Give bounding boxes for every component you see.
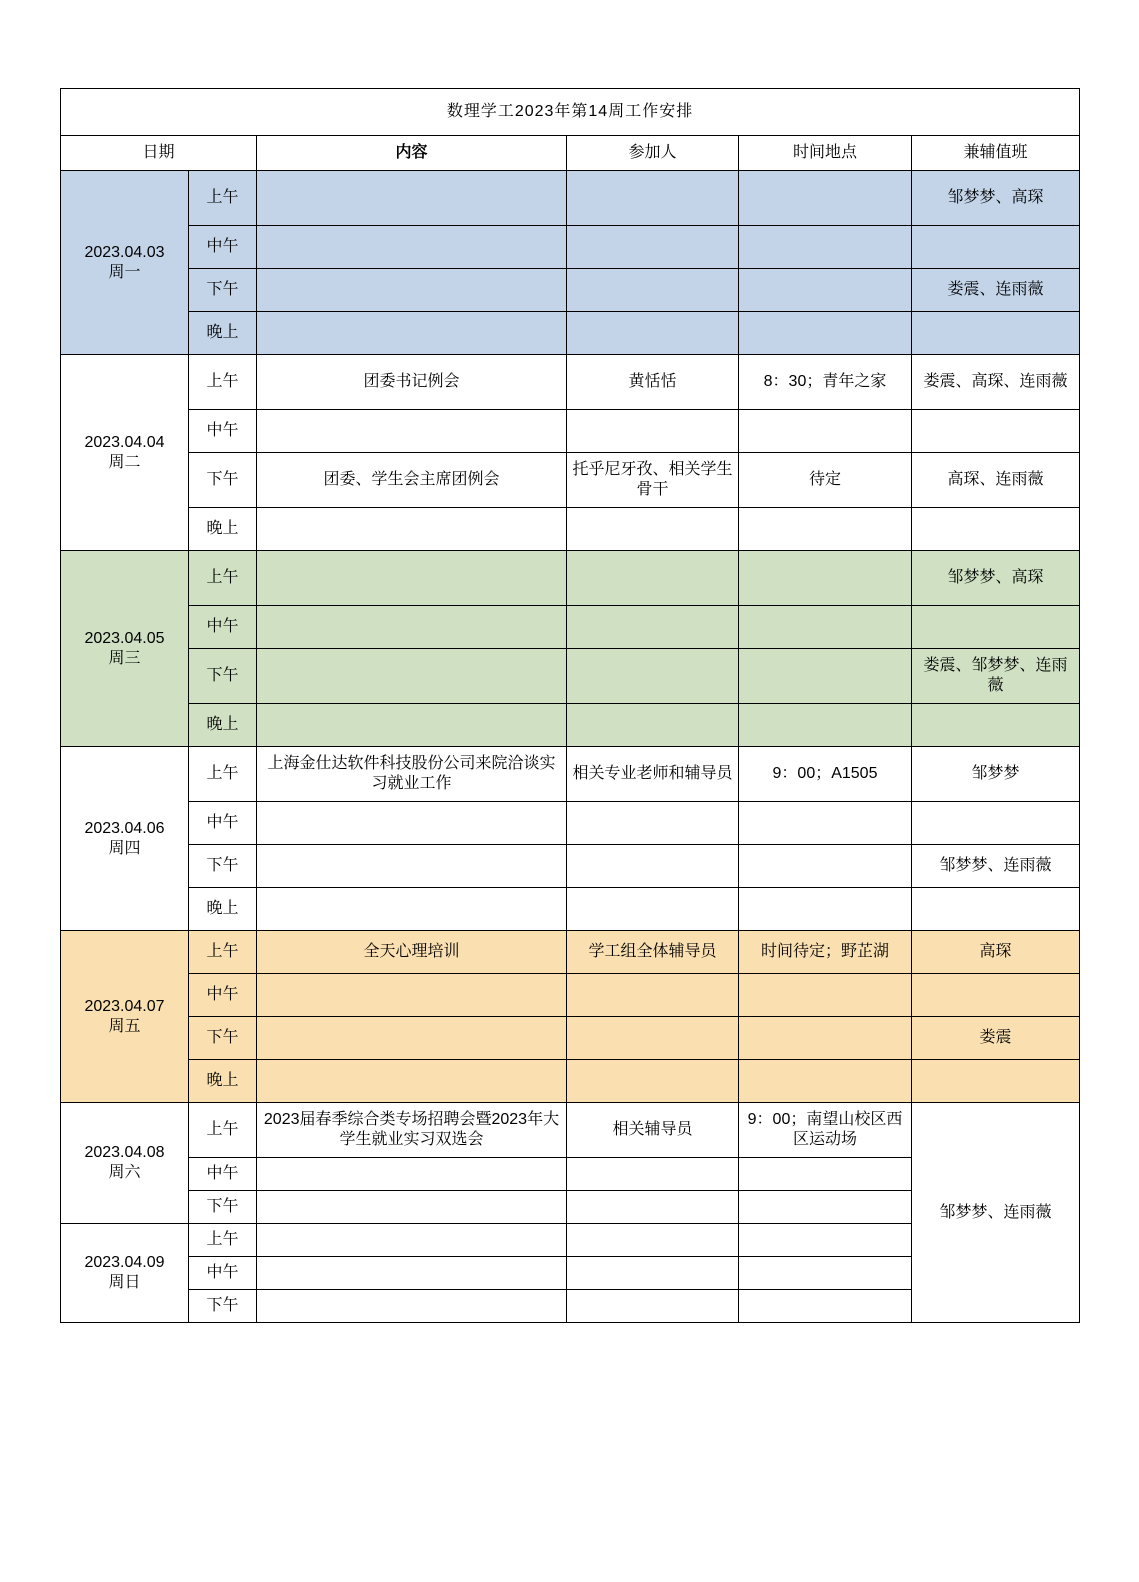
table-row: [61, 888, 1080, 931]
content-cell: [257, 1191, 567, 1224]
time-place-cell: [739, 312, 912, 355]
duty-cell: [912, 410, 1080, 453]
table-row: [61, 226, 1080, 269]
slot-label: 下午: [189, 649, 257, 704]
participants-cell: [567, 845, 739, 888]
duty-cell: [912, 1060, 1080, 1103]
time-place-cell: [739, 171, 912, 226]
date-cell-saturday: [61, 1103, 189, 1224]
participants-cell: [567, 551, 739, 606]
weekday-text: 周四: [108, 839, 141, 857]
slot-label: 中午: [189, 1257, 257, 1290]
date-text: 2023.04.07: [84, 997, 165, 1015]
slot-label: 中午: [189, 410, 257, 453]
participants-cell: [567, 974, 739, 1017]
content-cell: [257, 1017, 567, 1060]
content-cell: [257, 606, 567, 649]
time-place-cell: [739, 226, 912, 269]
participants-cell: [567, 649, 739, 704]
slot-label: 晚上: [189, 888, 257, 931]
time-place-cell: 8：30；青年之家: [739, 355, 912, 410]
table-row: [61, 551, 1080, 606]
content-cell: [257, 888, 567, 931]
date-text: 2023.04.08: [84, 1144, 165, 1161]
participants-cell: [567, 226, 739, 269]
participants-cell: [567, 1257, 739, 1290]
table-header-row: [61, 136, 1080, 171]
duty-cell: [912, 802, 1080, 845]
duty-cell: [912, 226, 1080, 269]
weekday-text: 周二: [108, 453, 141, 471]
slot-label: 下午: [189, 1017, 257, 1060]
slot-label: 上午: [189, 931, 257, 974]
slot-label: 中午: [189, 606, 257, 649]
slot-label: 下午: [189, 845, 257, 888]
time-place-cell: [739, 606, 912, 649]
participants-cell: [567, 802, 739, 845]
time-place-cell: [739, 845, 912, 888]
weekday-text: 周六: [108, 1164, 141, 1181]
content-cell: [257, 845, 567, 888]
date-cell-sunday: [61, 1224, 189, 1323]
duty-cell: [912, 974, 1080, 1017]
slot-label: 下午: [189, 269, 257, 312]
participants-cell: 学工组全体辅导员: [567, 931, 739, 974]
duty-cell: 高琛: [912, 931, 1080, 974]
content-cell: [257, 312, 567, 355]
page-title: 数理学工2023年第14周工作安排: [61, 89, 1080, 136]
time-place-cell: [739, 888, 912, 931]
header-date: 日期: [61, 136, 257, 171]
weekday-text: 周五: [108, 1017, 141, 1035]
table-row: [61, 1103, 1080, 1158]
content-cell: [257, 974, 567, 1017]
table-row: [61, 931, 1080, 974]
time-place-cell: [739, 1060, 912, 1103]
date-cell-wednesday: [61, 551, 189, 747]
table-row: [61, 171, 1080, 226]
time-place-cell: 待定: [739, 453, 912, 508]
date-cell-friday: [61, 931, 189, 1103]
table-row: [61, 845, 1080, 888]
duty-cell: [912, 888, 1080, 931]
duty-cell: 邹梦梦、高琛: [912, 171, 1080, 226]
content-cell: [257, 551, 567, 606]
weekday-text: 周一: [108, 263, 141, 281]
time-place-cell: 9：00；南望山校区西区运动场: [739, 1103, 912, 1158]
header-participants: 参加人: [567, 136, 739, 171]
date-text: 2023.04.06: [84, 819, 165, 837]
header-time-place: 时间地点: [739, 136, 912, 171]
content-cell: [257, 508, 567, 551]
date-text: 2023.04.05: [84, 629, 165, 647]
table-row: [61, 312, 1080, 355]
participants-cell: 相关辅导员: [567, 1103, 739, 1158]
duty-cell-weekend: 邹梦梦、连雨薇: [912, 1103, 1080, 1323]
table-row: [61, 453, 1080, 508]
slot-label: 上午: [189, 551, 257, 606]
participants-cell: [567, 171, 739, 226]
content-cell: 2023届春季综合类专场招聘会暨2023年大学生就业实习双选会: [257, 1103, 567, 1158]
content-cell: [257, 226, 567, 269]
slot-label: 下午: [189, 1191, 257, 1224]
duty-cell: 邹梦梦: [912, 747, 1080, 802]
duty-cell: [912, 312, 1080, 355]
participants-cell: [567, 704, 739, 747]
table-row: [61, 410, 1080, 453]
content-cell: [257, 649, 567, 704]
duty-cell: 邹梦梦、连雨薇: [912, 845, 1080, 888]
table-row: [61, 802, 1080, 845]
date-text: 2023.04.09: [84, 1254, 165, 1271]
slot-label: 中午: [189, 802, 257, 845]
participants-cell: 相关专业老师和辅导员: [567, 747, 739, 802]
content-cell: [257, 802, 567, 845]
duty-cell: 娄震、连雨薇: [912, 269, 1080, 312]
content-cell: 团委书记例会: [257, 355, 567, 410]
content-cell: 上海金仕达软件科技股份公司来院洽谈实习就业工作: [257, 747, 567, 802]
time-place-cell: [739, 802, 912, 845]
date-cell-monday: [61, 171, 189, 355]
participants-cell: [567, 269, 739, 312]
slot-label: 上午: [189, 355, 257, 410]
slot-label: 晚上: [189, 508, 257, 551]
table-row: [61, 704, 1080, 747]
time-place-cell: 时间待定；野芷湖: [739, 931, 912, 974]
time-place-cell: 9：00；A1505: [739, 747, 912, 802]
content-cell: [257, 1290, 567, 1323]
weekday-text: 周日: [108, 1274, 141, 1291]
slot-label: 中午: [189, 226, 257, 269]
participants-cell: [567, 1158, 739, 1191]
slot-label: 上午: [189, 1224, 257, 1257]
table-row: [61, 269, 1080, 312]
header-content: 内容: [257, 136, 567, 171]
table-row: [61, 974, 1080, 1017]
participants-cell: 黄恬恬: [567, 355, 739, 410]
duty-cell: 娄震、邹梦梦、连雨薇: [912, 649, 1080, 704]
duty-cell: [912, 704, 1080, 747]
time-place-cell: [739, 704, 912, 747]
date-cell-thursday: [61, 747, 189, 931]
slot-label: 下午: [189, 453, 257, 508]
slot-label: 中午: [189, 1158, 257, 1191]
table-row: [61, 747, 1080, 802]
date-cell-tuesday: [61, 355, 189, 551]
time-place-cell: [739, 1224, 912, 1257]
time-place-cell: [739, 1290, 912, 1323]
table-row: [61, 649, 1080, 704]
content-cell: [257, 269, 567, 312]
participants-cell: [567, 1060, 739, 1103]
title-row: [61, 89, 1080, 136]
time-place-cell: [739, 1017, 912, 1060]
content-cell: [257, 1158, 567, 1191]
time-place-cell: [739, 649, 912, 704]
participants-cell: [567, 1017, 739, 1060]
participants-cell: [567, 888, 739, 931]
table-row: [61, 606, 1080, 649]
header-duty: 兼辅值班: [912, 136, 1080, 171]
content-cell: [257, 171, 567, 226]
time-place-cell: [739, 974, 912, 1017]
slot-label: 下午: [189, 1290, 257, 1323]
time-place-cell: [739, 551, 912, 606]
time-place-cell: [739, 508, 912, 551]
time-place-cell: [739, 410, 912, 453]
time-place-cell: [739, 1191, 912, 1224]
table-row: [61, 508, 1080, 551]
content-cell: 全天心理培训: [257, 931, 567, 974]
content-cell: [257, 704, 567, 747]
duty-cell: 邹梦梦、高琛: [912, 551, 1080, 606]
slot-label: 上午: [189, 1103, 257, 1158]
content-cell: [257, 1224, 567, 1257]
content-cell: 团委、学生会主席团例会: [257, 453, 567, 508]
table-row: [61, 1017, 1080, 1060]
table-row: [61, 1060, 1080, 1103]
time-place-cell: [739, 1257, 912, 1290]
weekly-schedule-table: [60, 88, 1080, 1323]
participants-cell: [567, 1290, 739, 1323]
participants-cell: [567, 606, 739, 649]
table-row: [61, 355, 1080, 410]
slot-label: 上午: [189, 171, 257, 226]
duty-cell: 娄震、高琛、连雨薇: [912, 355, 1080, 410]
content-cell: [257, 410, 567, 453]
slot-label: 晚上: [189, 704, 257, 747]
slot-label: 晚上: [189, 312, 257, 355]
time-place-cell: [739, 269, 912, 312]
participants-cell: [567, 312, 739, 355]
participants-cell: [567, 508, 739, 551]
content-cell: [257, 1060, 567, 1103]
slot-label: 中午: [189, 974, 257, 1017]
duty-cell: [912, 606, 1080, 649]
duty-cell: [912, 508, 1080, 551]
participants-cell: [567, 410, 739, 453]
participants-cell: 托乎尼牙孜、相关学生骨干: [567, 453, 739, 508]
date-text: 2023.04.03: [84, 243, 165, 261]
participants-cell: [567, 1191, 739, 1224]
duty-cell: 高琛、连雨薇: [912, 453, 1080, 508]
slot-label: 晚上: [189, 1060, 257, 1103]
date-text: 2023.04.04: [84, 433, 165, 451]
time-place-cell: [739, 1158, 912, 1191]
slot-label: 上午: [189, 747, 257, 802]
content-cell: [257, 1257, 567, 1290]
participants-cell: [567, 1224, 739, 1257]
duty-cell: 娄震: [912, 1017, 1080, 1060]
weekday-text: 周三: [108, 649, 141, 667]
